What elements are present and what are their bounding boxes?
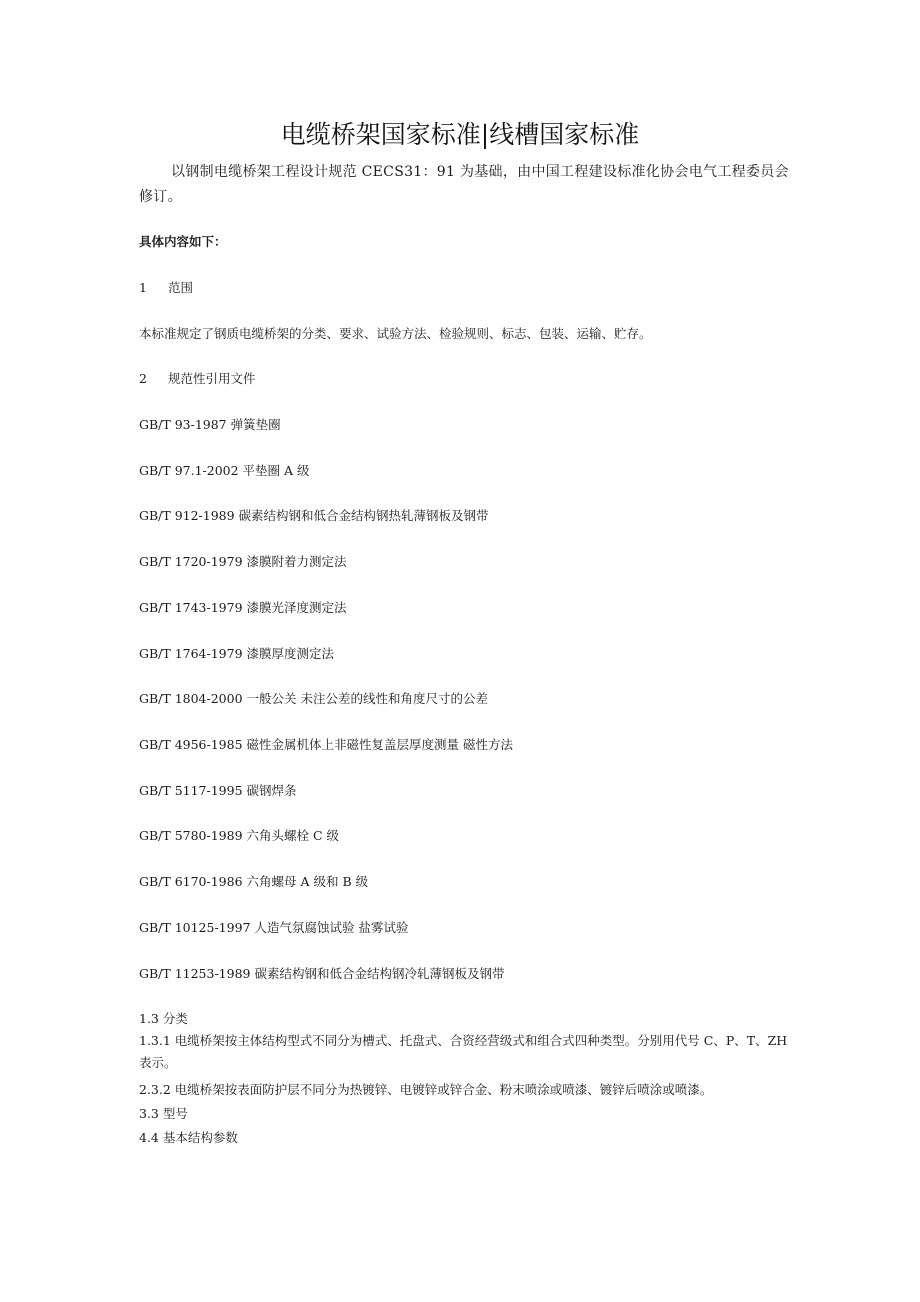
reference-item: GB/T 93-1987 弹簧垫圈 [139,417,281,432]
structure-params-heading: 4.4 基本结构参数 [139,1130,238,1145]
reference-item: GB/T 1804-2000 一般公关 未注公差的线性和角度尺寸的公差 [139,691,488,706]
section-1-number: 1 [139,280,147,295]
reference-item: GB/T 1743-1979 漆膜光泽度测定法 [139,600,347,615]
reference-item: GB/T 11253-1989 碳素结构钢和低合金结构钢冷轧薄钢板及钢带 [139,966,505,981]
section-1-heading [139,279,799,297]
reference-item: GB/T 1764-1979 漆膜厚度测定法 [139,646,335,661]
section-2-heading [139,370,799,388]
reference-item: GB/T 6170-1986 六角螺母 A 级和 B 级 [139,874,369,889]
section-1-text: 本标准规定了钢质电缆桥架的分类、要求、试验方法、检验规则、标志、包装、运输、贮存。 [139,326,652,341]
section-2-title: 规范性引用文件 [168,371,256,386]
classification-item-2: 2.3.2 电缆桥架按表面防护层不同分为热镀锌、电镀锌或锌合金、粉末喷涂或喷漆、镀锌后喷涂或喷漆。 [139,1082,713,1097]
classification-heading: 1.3 分类 [139,1011,188,1026]
reference-item: GB/T 5117-1995 碳钢焊条 [139,783,297,798]
model-heading: 3.3 型号 [139,1106,188,1121]
section-1-title: 范围 [168,280,194,295]
section-2-number: 2 [139,371,147,386]
reference-item: GB/T 912-1989 碳素结构钢和低合金结构钢热轧薄钢板及钢带 [139,508,489,523]
document-title: 电缆桥架国家标准|线槽国家标准 [280,120,640,149]
reference-item: GB/T 97.1-2002 平垫圈 A 级 [139,463,310,478]
content-heading: 具体内容如下： [139,234,227,249]
reference-item: GB/T 5780-1989 六角头螺栓 C 级 [139,828,340,843]
reference-item: GB/T 1720-1979 漆膜附着力测定法 [139,554,347,569]
reference-item: GB/T 10125-1997 人造气氛腐蚀试验 盐雾试验 [139,920,409,935]
reference-item: GB/T 4956-1985 磁性金属机体上非磁性复盖层厚度测量 磁性方法 [139,737,513,752]
intro-paragraph: 以钢制电缆桥架工程设计规范 CECS31：91 为基础，由中国工程建设标准化协会电气工程委员会修订。 [139,164,789,205]
classification-item-1: 1.3.1 电缆桥架按主体结构型式不同分为槽式、托盘式、合资经营级式和组合式四种类型。分别用代号 C、P、T、ZH 表示。 [139,1033,788,1070]
